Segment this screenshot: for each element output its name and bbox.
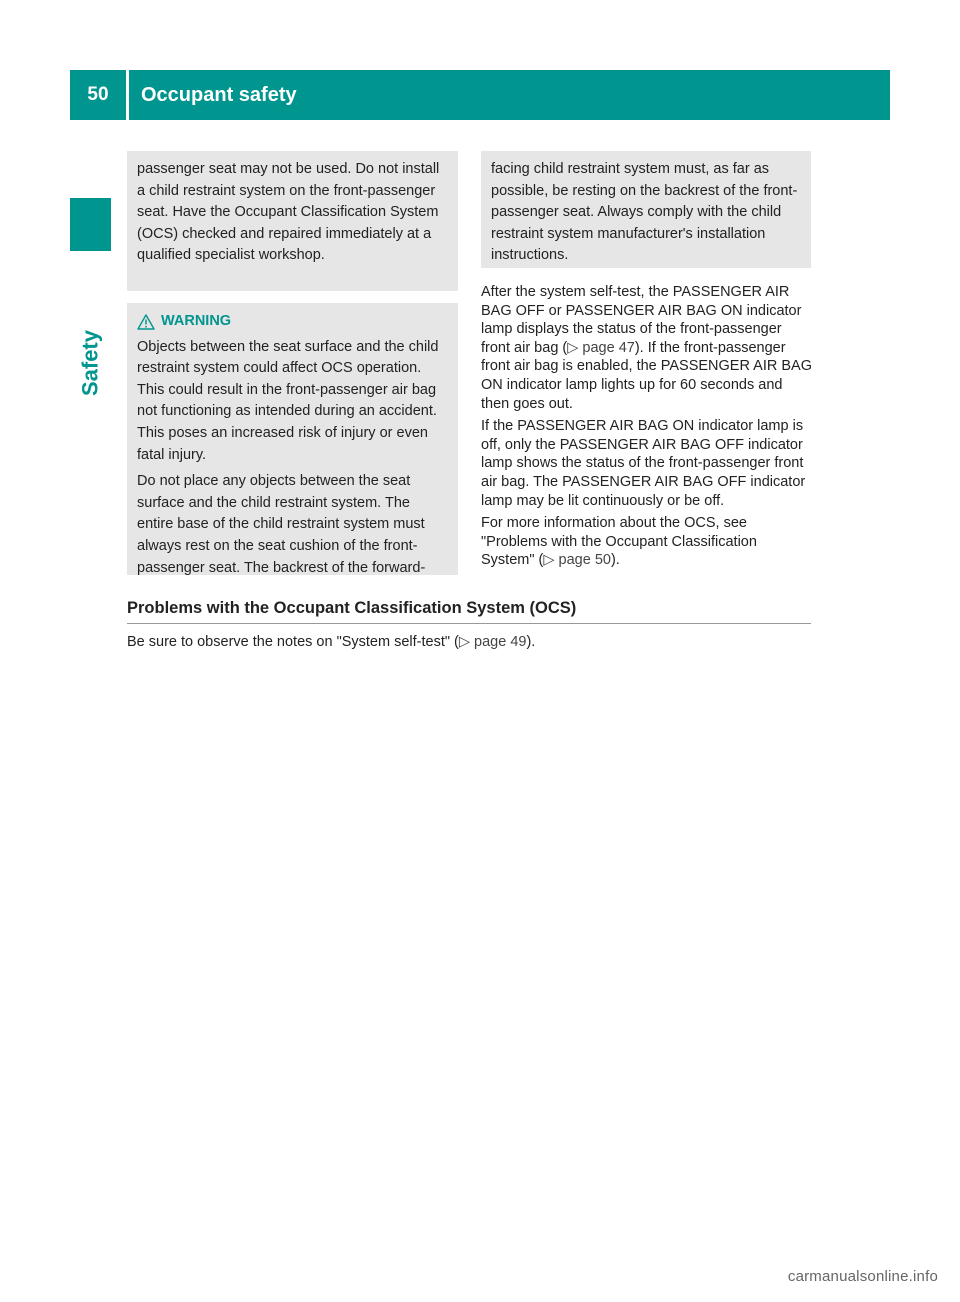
- warning-paragraph-2: Do not place any objects between the seat surface and the child restraint system. The entire base of the child restraint system must always rest on the seat cushion of the front-passenger seat. The backrest of the forward-: [137, 473, 426, 576]
- section-body: [127, 633, 811, 652]
- section-body-text: Be sure to observe the notes on "System self-test" (: [127, 634, 459, 650]
- section-body-text-end: ).: [526, 634, 536, 650]
- paragraph-self-test-text: After the system self-test, the PASSENGER AIR BAG OFF or PASSENGER AIR BAG ON indicator lamp displays the status of the front-passenger front air bag (: [481, 284, 802, 356]
- side-tab-marker: [70, 198, 111, 251]
- side-tab-label: Safety: [77, 330, 103, 397]
- continued-notice-text: passenger seat may not be used. Do not install a child restraint system on the front-passenger seat. Have the Occupant Classification System (OCS) checked and repaired immediately at a qualified specialist workshop.: [137, 161, 440, 264]
- continued-warning-text: facing child restraint system must, as far as possible, be resting on the backrest of the front-passenger seat. Always comply with the child restraint system manufacturer's installation instructions.: [491, 161, 798, 264]
- page-number: 50: [87, 84, 109, 105]
- section-heading: Problems with the Occupant Classification System (OCS): [127, 599, 811, 624]
- paragraph-more-info-text: For more information about the OCS, see "Problems with the Occupant Classification System" (: [481, 515, 757, 569]
- paragraph-self-test: [481, 283, 812, 413]
- warning-paragraph-1: Objects between the seat surface and the child restraint system could affect OCS operation. This could result in the front-passenger air bag not functioning as intended during an accident. This poses an increased risk of injury or even fatal injury.: [137, 338, 439, 463]
- page-reference-link[interactable]: ▷ page 49: [458, 634, 527, 650]
- warning-header: [137, 311, 448, 333]
- paragraph-indicator-lamp: If the PASSENGER AIR BAG ON indicator lamp is off, only the PASSENGER AIR BAG OFF indicator lamp shows the status of the front-passenger front air bag. The PASSENGER AIR BAG OFF indicator lamp may be lit continuously or be off.: [481, 418, 806, 509]
- right-column-text: [481, 283, 812, 574]
- continued-warning-box: [481, 151, 811, 268]
- paragraph-more-info: [481, 514, 812, 570]
- header-divider: [126, 70, 129, 120]
- paragraph-more-info-text-end: ).: [610, 552, 620, 569]
- paragraph-self-test-text-end: ). If the front-passenger front air bag is enabled, the PASSENGER AIR BAG ON indicator lamp lights up for 60 seconds and then goes out.: [481, 339, 812, 412]
- continued-notice-box: [127, 151, 458, 291]
- page-reference-link[interactable]: ▷ page 50: [543, 552, 611, 569]
- section-title: Occupant safety: [141, 83, 297, 106]
- page-reference-link[interactable]: ▷ page 47: [567, 339, 635, 356]
- footer-watermark: carmanualsonline.info: [787, 1268, 938, 1285]
- warning-triangle-icon: [137, 314, 155, 330]
- warning-box: [127, 303, 458, 575]
- warning-title: WARNING: [161, 313, 232, 329]
